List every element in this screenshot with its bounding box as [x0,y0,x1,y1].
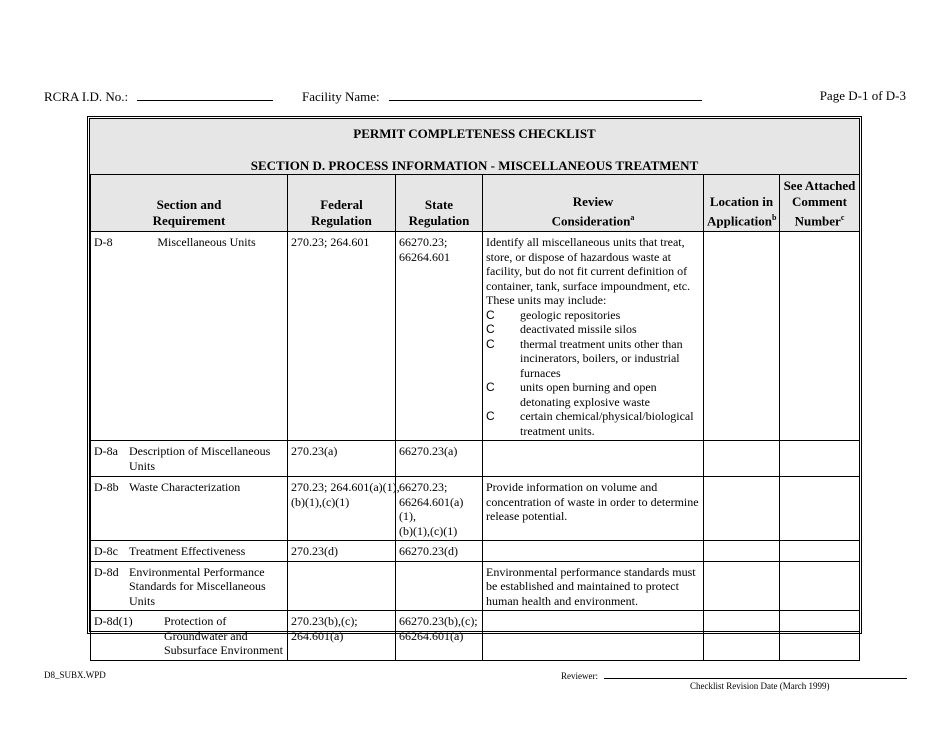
reviewer-blank [604,670,907,679]
row-code: D-8d(1) [94,614,133,629]
rcra-id-blank [137,88,273,101]
row-name: Description of Miscellaneous Units [129,444,271,473]
comment-cell[interactable] [780,441,860,477]
state-cell [396,561,483,611]
table-row [91,541,860,562]
reviewer-field[interactable] [561,670,907,681]
checklist-title: PERMIT COMPLETENESS CHECKLIST [353,126,596,141]
facility-name-label: Facility Name: [302,89,380,104]
table-row [91,611,860,661]
review-cell [483,441,704,477]
table-row [91,232,860,441]
rcra-id-field[interactable] [44,88,273,105]
facility-name-blank [389,88,702,101]
review-cell: Environmental performance standards must be established and maintained to protect human health and environment. [483,561,704,611]
title-band [90,119,859,175]
section-title: SECTION D. PROCESS INFORMATION - MISCELLANEOUS TREATMENT [250,158,699,173]
location-cell[interactable] [704,232,780,441]
section-cell [91,611,288,661]
federal-cell: 270.23(a) [288,441,396,477]
row-code: D-8a [94,444,118,459]
comment-cell[interactable] [780,477,860,541]
list-item: C certain chemical/physical/biological treatment units. [486,409,694,438]
comment-cell[interactable] [780,232,860,441]
checklist-table [90,174,860,661]
row-name: Waste Characterization [129,480,241,495]
section-cell [91,232,288,441]
rcra-id-label: RCRA I.D. No.: [44,89,129,104]
location-cell[interactable] [704,561,780,611]
section-cell [91,541,288,562]
col-header-review: Review Consideration$^a$ [483,175,704,232]
table-row [91,561,860,611]
row-code: D-8 [94,235,113,250]
row-code: D-8b [94,480,119,495]
federal-cell: 270.23(d) [288,541,396,562]
reviewer-label: Reviewer: [561,671,598,681]
col-header-state: State Regulation [396,175,483,232]
state-cell: 66270.23; 66264.601(a)(1), (b)(1),(c)(1) [396,477,483,541]
table-row [91,441,860,477]
federal-cell: 270.23; 264.601 [288,232,396,441]
federal-cell [288,561,396,611]
col-header-comment: See Attached Comment Number$^c$ [780,175,860,232]
col-header-federal: Federal Regulation [288,175,396,232]
section-cell [91,477,288,541]
state-cell: 66270.23(d) [396,541,483,562]
checklist-frame [87,116,862,658]
list-item: C geologic repositories [486,307,621,322]
row-name: Treatment Effectiveness [129,544,246,559]
row-code: D-8c [94,544,118,559]
location-cell[interactable] [704,611,780,661]
federal-cell: 270.23; 264.601(a)(1), (b)(1),(c)(1) [288,477,396,541]
location-cell[interactable] [704,541,780,562]
col-header-location: Location in Application$^b$ [704,175,780,232]
header-row [91,175,860,232]
review-cell [483,232,704,441]
page-number: Page D-1 of D-3 [819,88,906,103]
table-row [91,477,860,541]
section-cell [91,561,288,611]
state-cell: 66270.23(a) [396,441,483,477]
section-cell [91,441,288,477]
list-item: C units open burning and open detonating explosive waste [486,380,657,409]
federal-cell: 270.23(b),(c); 264.601(a) [288,611,396,661]
comment-cell[interactable] [780,541,860,562]
comment-cell[interactable] [780,561,860,611]
review-cell [483,541,704,562]
revision-date: Checklist Revision Date (March 1999) [690,681,830,691]
review-text: Identify all miscellaneous units that treat, store, or dispose of hazardous waste at facility, but do not fit current definition of container, tank, surface impoundment, etc. These units may include: [486,235,691,308]
list-item: C deactivated missile silos [486,322,637,337]
row-code: D-8d [94,564,119,579]
list-item: C thermal treatment units other than incinerators, boilers, or industrial furnaces [486,336,683,380]
location-cell[interactable] [704,477,780,541]
review-cell: Provide information on volume and concentration of waste in order to determine release potential. [483,477,704,541]
comment-cell[interactable] [780,611,860,661]
col-header-section: Section and Requirement [91,175,288,232]
state-cell: 66270.23(b),(c); 66264.601(a) [396,611,483,661]
row-name: Miscellaneous Units [157,235,256,250]
location-cell[interactable] [704,441,780,477]
facility-name-field[interactable] [302,88,702,105]
row-name: Protection of Groundwater and Subsurface Environment [164,614,283,658]
row-name: Environmental Performance Standards for Miscellaneous Units [129,564,266,608]
review-cell [483,611,704,661]
state-cell: 66270.23; 66264.601 [396,232,483,441]
file-name: D8_SUBX.WPD [44,670,106,680]
